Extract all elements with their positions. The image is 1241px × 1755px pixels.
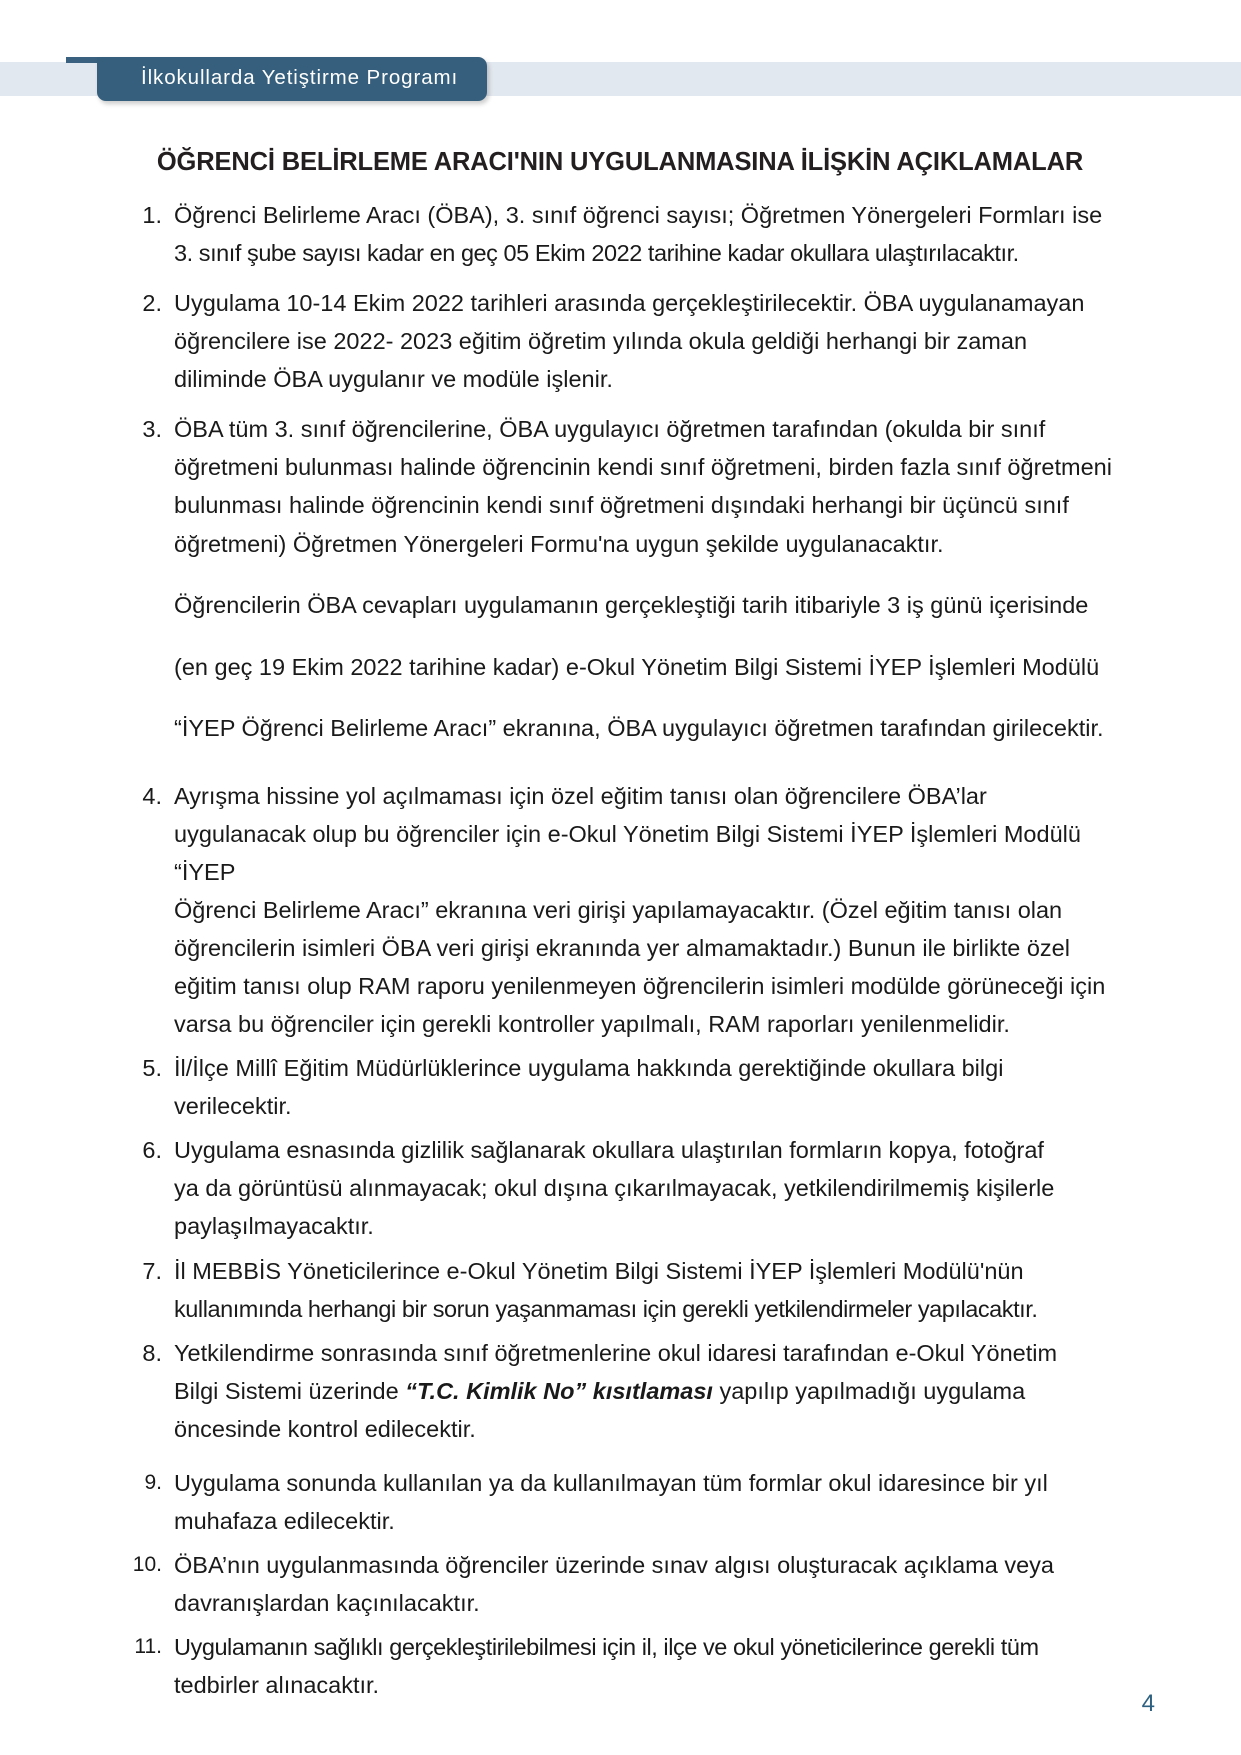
list-item-line: paylaşılmayacaktır. [174, 1213, 374, 1240]
spacer [118, 1448, 1126, 1464]
list-item [118, 284, 1126, 398]
list-item-number: 11. [134, 1635, 162, 1659]
list-item-line: muhafaza edilecektir. [174, 1507, 395, 1534]
list-item-line: ya da görüntüsü alınmayacak; okul dışına çıkarılmayacak, yetkilendirilmemiş kişilerle [174, 1175, 1055, 1202]
list-item-body [174, 196, 1126, 272]
list-item-line: bulunması halinde öğrencinin kendi sınıf öğretmeni dışındaki herhangi bir üçüncü sınıf [174, 492, 1069, 519]
list-item-line: varsa bu öğrenciler için gerekli kontroller yapılmalı, RAM raporları yenilenmelidir. [174, 1011, 1010, 1038]
list-item [118, 1252, 1126, 1328]
list-item-body [174, 1628, 1126, 1704]
list-item-body [174, 1131, 1126, 1245]
subparagraph-line: Öğrencilerin ÖBA cevapları uygulamanın gerçekleştiği tarih itibariyle 3 iş günü içerisinde [174, 592, 1089, 619]
list-item-body [174, 1334, 1126, 1448]
list-item [118, 1049, 1126, 1125]
program-title-label: İlkokullarda Yetiştirme Programı [141, 66, 459, 89]
list-item-body [174, 410, 1126, 562]
spacer [118, 272, 1126, 284]
explanations-list [118, 196, 1126, 1704]
list-item-body [174, 1464, 1126, 1540]
spacer [118, 398, 1126, 410]
list-item-line: Uygulama esnasında gizlilik sağlanarak okullara ulaştırılan formların kopya, fotoğraf [174, 1137, 1044, 1164]
list-item-line: davranışlardan kaçınılacaktır. [174, 1590, 480, 1616]
list-item [118, 1464, 1126, 1540]
page-number: 4 [1141, 1690, 1155, 1717]
list-item-line: diliminde ÖBA uygulanır ve modüle işlenir. [174, 366, 613, 393]
list-item-line: öğretmeni) Öğretmen Yönergeleri Formu'na uygun şekilde uygulanacaktır. [174, 530, 944, 557]
list-item-number: 9. [144, 1470, 162, 1494]
line-prefix: Bilgi Sistemi üzerinde [174, 1377, 406, 1404]
list-item-line: Öğrenci Belirleme Aracı (ÖBA), 3. sınıf öğrenci sayısı; Öğretmen Yönergeleri Formları ise [174, 202, 1103, 228]
list-item-line: öğretmeni bulunması halinde öğrencinin kendi sınıf öğretmeni, birden fazla sınıf öğretmeni [174, 454, 1112, 481]
list-item [118, 196, 1126, 272]
list-item-body [174, 1546, 1126, 1622]
list-item-line: uygulanacak olup bu öğrenciler için e-Okul Yönetim Bilgi Sistemi İYEP İşlemleri Modülü “İYEP [174, 820, 1081, 885]
emphasized-phrase: “T.C. Kimlik No” kısıtlaması [405, 1377, 713, 1404]
line-suffix: yapılıp yapılmadığı uygulama [712, 1377, 1026, 1404]
list-item [118, 410, 1126, 562]
list-item-line: öğrencilere ise 2022- 2023 eğitim öğretim yılında okula geldiği herhangi bir zaman [174, 328, 1028, 355]
list-item-line: eğitim tanısı olup RAM raporu yenilenmeyen öğrencilerin isimleri modülde görüneceği için [174, 973, 1106, 1000]
list-item-line: öğrencilerin isimleri ÖBA veri girişi ekranında yer almamaktadır.) Bunun ile birlikte özel [174, 935, 1070, 961]
list-item-line: Öğrenci Belirleme Aracı” ekranına veri girişi yapılamayacaktır. (Özel eğitim tanısı olan [174, 896, 1063, 923]
list-item [118, 1131, 1126, 1245]
list-item-line: İl/İlçe Millî Eğitim Müdürlüklerince uygulama hakkında gerektiğinde okullara bilgi [174, 1055, 1004, 1082]
list-item-line: 3. sınıf şube sayısı kadar en geç 05 Ekim 2022 tarihine kadar okullara ulaştırılacaktır. [174, 240, 1019, 267]
list-item-number: 7. [142, 1257, 162, 1284]
list-item-body [174, 1252, 1126, 1328]
list-item-number: 4. [142, 782, 162, 809]
list-item-line [174, 1372, 1126, 1410]
list-item-subparagraph [174, 586, 1126, 747]
list-item-number: 10. [132, 1552, 162, 1576]
list-item-number: 3. [142, 416, 162, 443]
list-item-number: 5. [142, 1055, 162, 1082]
list-item-line: İl MEBBİS Yöneticilerince e-Okul Yönetim Bilgi Sistemi İYEP İşlemleri Modülü'nün [174, 1257, 1024, 1284]
list-item [118, 777, 1126, 1043]
list-item-line: Uygulamanın sağlıklı gerçekleştirilebilmesi için il, ilçe ve okul yöneticilerince gerekli tüm [174, 1634, 1039, 1661]
program-title-tab [97, 57, 487, 101]
list-item [118, 1546, 1126, 1622]
list-item-line: ÖBA tüm 3. sınıf öğrencilerine, ÖBA uygulayıcı öğretmen tarafından (okulda bir sınıf [174, 416, 1046, 443]
list-item-number: 1. [142, 202, 162, 228]
page-title: ÖĞRENCİ BELİRLEME ARACI'NIN UYGULANMASINA İLİŞKİN AÇIKLAMALAR [156, 148, 1084, 176]
list-item-line: Ayrışma hissine yol açılmaması için özel eğitim tanısı olan öğrencilere ÖBA’lar [174, 782, 987, 809]
list-item-body [174, 284, 1126, 398]
list-item-number: 8. [142, 1339, 162, 1366]
list-item-line: tedbirler alınacaktır. [174, 1672, 380, 1699]
list-item-body [174, 1049, 1126, 1125]
list-item [118, 1628, 1126, 1704]
subparagraph-line: “İYEP Öğrenci Belirleme Aracı” ekranına, ÖBA uygulayıcı öğretmen tarafından girilecektir. [174, 715, 1104, 742]
list-item-number: 6. [142, 1137, 162, 1164]
list-item-number: 2. [142, 290, 162, 317]
list-item-line: Yetkilendirme sonrasında sınıf öğretmenlerine okul idaresi tarafından e-Okul Yönetim [174, 1339, 1058, 1366]
list-item-line: verilecektir. [174, 1093, 292, 1120]
subparagraph-line: (en geç 19 Ekim 2022 tarihine kadar) e-Okul Yönetim Bilgi Sistemi İYEP İşlemleri Modülü [174, 653, 1100, 680]
list-item-line: Uygulama sonunda kullanılan ya da kullanılmayan tüm formlar okul idaresince bir yıl [174, 1469, 1048, 1496]
list-item-line: Uygulama 10-14 Ekim 2022 tarihleri arasında gerçekleştirilecektir. ÖBA uygulanamayan [174, 290, 1085, 317]
list-item [118, 1334, 1126, 1448]
list-item-line: kullanımında herhangi bir sorun yaşanmaması için gerekli yetkilendirmeler yapılacaktır. [174, 1295, 1038, 1322]
list-item-line: öncesinde kontrol edilecektir. [174, 1415, 476, 1442]
list-item-body [174, 777, 1126, 1043]
list-item-line: ÖBA’nın uygulanmasında öğrenciler üzerinde sınav algısı oluşturacak açıklama veya [174, 1551, 1054, 1578]
